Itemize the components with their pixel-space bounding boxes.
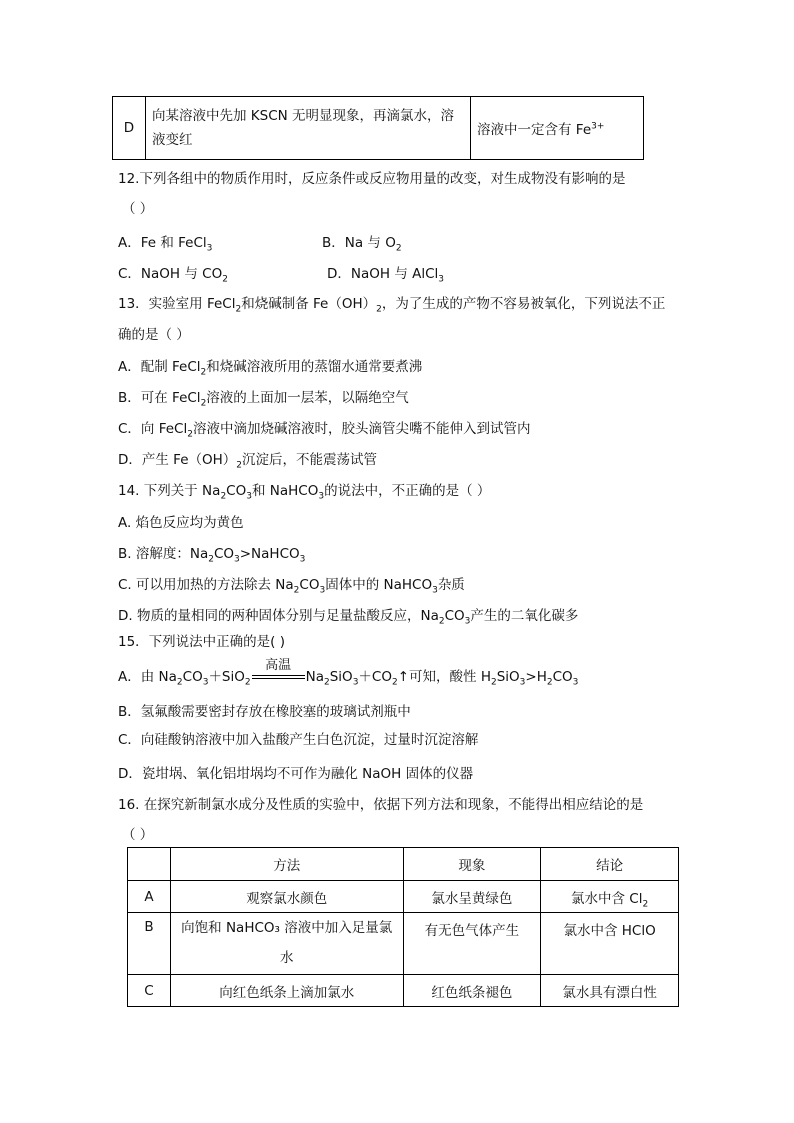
q15-option-d: D．瓷坩埚、氧化铝坩埚均不可作为融化 NaOH 固体的仪器 (118, 766, 474, 782)
q14-option-d: D. 物质的量相同的两种固体分别与足量盐酸反应，$Na_2CO_3$产生的二氧化碳多 (118, 608, 579, 627)
q15-stem: 15．下列说法中正确的是( ) (118, 634, 286, 650)
row-method: 向饱和 NaHCO₃ 溶液中加入足量氯水 (170, 913, 403, 975)
q12-option-d: D．NaOH 与 AlCl$_3$ (327, 266, 445, 285)
row-letter: D (113, 97, 146, 160)
header-cell: 现象 (403, 848, 541, 881)
q12-paren: （ ） (122, 201, 154, 217)
row-id: A (128, 881, 171, 913)
row-phenomenon: 氯水呈黄绿色 (403, 881, 541, 913)
q12-option-a: A．Fe 和 FeCl$_3$ (118, 235, 213, 254)
row-method: 向某溶液中先加 KSCN 无明显现象，再滴氯水，溶 液变红 (146, 97, 471, 160)
q13-stem-cont: 确的是（ ） (118, 327, 190, 343)
row-method: 向红色纸条上滴加氯水 (170, 975, 403, 1007)
q12-option-c: C．NaOH 与 $CO_2$ (118, 266, 228, 285)
q13-option-a: A．配制 FeCl$_2$和烧碱溶液所用的蒸馏水通常要煮沸 (118, 359, 423, 378)
q16-paren: （ ） (122, 827, 154, 843)
q12-stem: 12.下列各组中的物质作用时，反应条件或反应物用量的改变，对生成物没有影响的是 (118, 171, 626, 187)
q13-option-c: C．向 FeCl$_2$溶液中滴加烧碱溶液时，胶头滴管尖嘴不能伸入到试管内 (118, 421, 531, 440)
header-cell: 方法 (170, 848, 403, 881)
q16-table (127, 847, 679, 1007)
reaction-equals-sign (252, 658, 305, 684)
header-cell (128, 848, 171, 881)
q15-option-c: C．向硅酸钠溶液中加入盐酸产生白色沉淀，过量时沉淀溶解 (118, 732, 479, 748)
row-id: B (128, 913, 171, 975)
q12-option-b: B．Na 与 $O_2$ (322, 235, 402, 254)
table-row (128, 975, 679, 1007)
reaction-condition: 高温 (265, 658, 292, 673)
top-table (112, 96, 644, 160)
row-conclusion: 氯水具有漂白性 (541, 975, 679, 1007)
q14-option-c: C. 可以用加热的方法除去 $Na_2CO_3$固体中的 NaHCO$_3$杂质 (118, 577, 465, 596)
table-row (128, 881, 679, 913)
table-row (113, 97, 644, 160)
q13-option-d: D．产生 $Fe(OH)_2$沉淀后，不能震荡试管 (118, 452, 378, 471)
row-id: C (128, 975, 171, 1007)
q14-option-a: A. 焰色反应均为黄色 (118, 515, 244, 531)
q13-stem: 13．实验室用 FeCl$_2$和烧碱制备 $Fe(OH)_2$，为了生成的产物不容易被氧化，下列说法不正 (118, 296, 666, 315)
q15-option-a: A．由 $Na_2CO_3+SiO_2$ 高温 $Na_2SiO_3+CO_2↑$可知，酸性 $H_2SiO_3>H_2CO_3$ (118, 665, 578, 685)
q15-option-b: B．氢氟酸需要密封存放在橡胶塞的玻璃试剂瓶中 (118, 704, 411, 720)
row-conclusion: 溶液中一定含有 $Fe^{3+}$ (471, 97, 644, 160)
row-phenomenon: 红色纸条褪色 (403, 975, 541, 1007)
row-conclusion: 氯水中含 HClO (541, 913, 679, 975)
q14-option-b: B. 溶解度：$Na_2CO_3>NaHCO_3$ (118, 546, 306, 565)
header-cell: 结论 (541, 848, 679, 881)
row-phenomenon: 有无色气体产生 (403, 913, 541, 975)
q13-option-b: B．可在 FeCl$_2$溶液的上面加一层苯，以隔绝空气 (118, 390, 409, 409)
row-conclusion: 氯水中含 $Cl_2$ (541, 881, 679, 913)
table-header-row (128, 848, 679, 881)
q14-stem: 14. 下列关于 $Na_2CO_3$和 NaHCO$_3$的说法中，不正确的是（ ） (118, 483, 491, 502)
table-row (128, 913, 679, 975)
q16-stem: 16. 在探究新制氯水成分及性质的实验中，依据下列方法和现象，不能得出相应结论的是 (118, 797, 644, 813)
row-method: 观察氯水颜色 (170, 881, 403, 913)
